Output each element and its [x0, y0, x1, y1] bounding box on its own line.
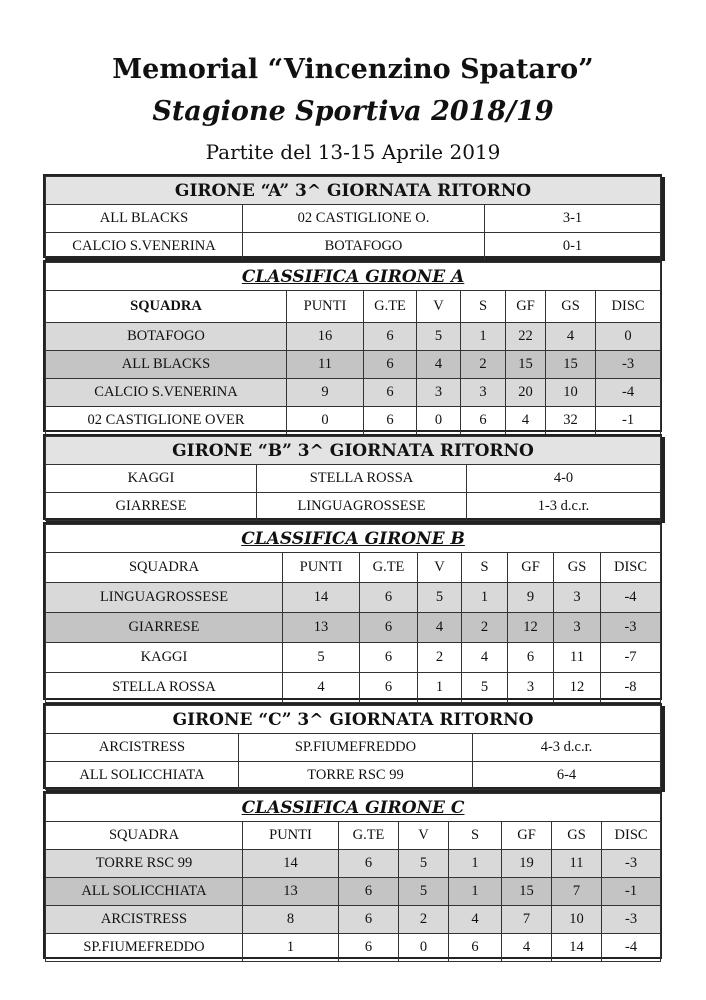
gte-value: 6 [339, 850, 399, 878]
disc-value: -7 [601, 643, 661, 673]
standings-header [46, 553, 661, 583]
table-row [46, 379, 661, 407]
gte-value: 6 [364, 379, 417, 407]
away-team: TORRE RSC 99 [239, 762, 473, 790]
col-punti: PUNTI [243, 822, 339, 850]
v-value: 1 [418, 673, 462, 703]
punti-value: 1 [243, 934, 339, 962]
match-score: 4-3 d.c.r. [473, 734, 661, 762]
disc-value: -1 [602, 878, 661, 906]
girone-b-matches [43, 434, 662, 520]
gte-value: 6 [360, 583, 418, 613]
disc-value: -3 [601, 613, 661, 643]
col-gte: G.TE [364, 291, 417, 323]
punti-value: 11 [287, 351, 364, 379]
gte-value: 6 [364, 351, 417, 379]
match-row [46, 762, 661, 790]
standings-title: CLASSIFICA GIRONE A [46, 263, 661, 291]
col-punti: PUNTI [287, 291, 364, 323]
punti-value: 4 [283, 673, 360, 703]
match-row [46, 493, 661, 521]
s-value: 1 [449, 878, 502, 906]
col-gf: GF [502, 822, 552, 850]
gs-value: 15 [546, 351, 596, 379]
team-name: CALCIO S.VENERINA [46, 379, 287, 407]
col-gs: GS [546, 291, 596, 323]
gte-value: 6 [360, 673, 418, 703]
v-value: 4 [417, 351, 461, 379]
gs-value: 3 [554, 583, 601, 613]
table-row [46, 906, 661, 934]
standings-title: CLASSIFICA GIRONE C [46, 794, 661, 822]
gte-value: 6 [360, 643, 418, 673]
v-value: 2 [399, 906, 449, 934]
v-value: 5 [417, 323, 461, 351]
col-disc: DISC [601, 553, 661, 583]
col-gte: G.TE [339, 822, 399, 850]
away-team: 02 CASTIGLIONE O. [243, 205, 485, 233]
match-row [46, 465, 661, 493]
gs-value: 12 [554, 673, 601, 703]
col-gs: GS [554, 553, 601, 583]
s-value: 3 [461, 379, 506, 407]
gf-value: 6 [508, 643, 554, 673]
home-team: KAGGI [46, 465, 257, 493]
standings-header [46, 822, 661, 850]
girone-a-standings [43, 260, 662, 432]
away-team: STELLA ROSSA [257, 465, 467, 493]
girone-a-banner: GIRONE “A” 3^ GIORNATA RITORNO [46, 177, 661, 205]
col-gf: GF [508, 553, 554, 583]
col-gf: GF [506, 291, 546, 323]
col-squadra: SQUADRA [46, 822, 243, 850]
team-name: BOTAFOGO [46, 323, 287, 351]
match-score: 6-4 [473, 762, 661, 790]
home-team: CALCIO S.VENERINA [46, 233, 243, 261]
gf-value: 19 [502, 850, 552, 878]
team-name: SP.FIUMEFREDDO [46, 934, 243, 962]
season-subtitle: Stagione Sportiva 2018/19 [152, 96, 554, 127]
team-name: ALL SOLICCHIATA [46, 878, 243, 906]
match-dates: Partite del 13-15 Aprile 2019 [205, 140, 501, 164]
v-value: 2 [418, 643, 462, 673]
gf-value: 20 [506, 379, 546, 407]
match-score: 0-1 [485, 233, 661, 261]
gf-value: 4 [502, 934, 552, 962]
punti-value: 14 [283, 583, 360, 613]
s-value: 6 [461, 407, 506, 435]
match-score: 3-1 [485, 205, 661, 233]
v-value: 0 [399, 934, 449, 962]
disc-value: -1 [596, 407, 661, 435]
team-name: ALL BLACKS [46, 351, 287, 379]
col-s: S [461, 291, 506, 323]
table-row [46, 878, 661, 906]
document-title: Memorial “Vincenzino Spataro” [112, 54, 594, 85]
gte-value: 6 [364, 323, 417, 351]
disc-value: -8 [601, 673, 661, 703]
v-value: 5 [399, 878, 449, 906]
match-row [46, 233, 661, 261]
gs-value: 3 [554, 613, 601, 643]
girone-b-standings [43, 522, 662, 700]
gte-value: 6 [339, 878, 399, 906]
team-name: STELLA ROSSA [46, 673, 283, 703]
team-name: LINGUAGROSSESE [46, 583, 283, 613]
gs-value: 4 [546, 323, 596, 351]
match-score: 4-0 [467, 465, 661, 493]
col-s: S [462, 553, 508, 583]
gte-value: 6 [339, 906, 399, 934]
table-row [46, 351, 661, 379]
table-row [46, 850, 661, 878]
away-team: LINGUAGROSSESE [257, 493, 467, 521]
col-disc: DISC [596, 291, 661, 323]
gte-value: 6 [360, 613, 418, 643]
col-gs: GS [552, 822, 602, 850]
disc-value: -3 [596, 351, 661, 379]
s-value: 1 [462, 583, 508, 613]
col-v: V [399, 822, 449, 850]
girone-b-banner: GIRONE “B” 3^ GIORNATA RITORNO [46, 437, 661, 465]
s-value: 5 [462, 673, 508, 703]
gf-value: 3 [508, 673, 554, 703]
gf-value: 7 [502, 906, 552, 934]
gs-value: 10 [546, 379, 596, 407]
team-name: TORRE RSC 99 [46, 850, 243, 878]
table-row [46, 934, 661, 962]
s-value: 1 [449, 850, 502, 878]
table-row [46, 583, 661, 613]
gf-value: 12 [508, 613, 554, 643]
table-row [46, 323, 661, 351]
s-value: 4 [462, 643, 508, 673]
col-gte: G.TE [360, 553, 418, 583]
punti-value: 13 [283, 613, 360, 643]
table-row [46, 643, 661, 673]
col-punti: PUNTI [283, 553, 360, 583]
col-v: V [417, 291, 461, 323]
girone-c-standings [43, 791, 662, 959]
s-value: 6 [449, 934, 502, 962]
home-team: ALL SOLICCHIATA [46, 762, 239, 790]
v-value: 0 [417, 407, 461, 435]
v-value: 4 [418, 613, 462, 643]
gs-value: 11 [554, 643, 601, 673]
match-score: 1-3 d.c.r. [467, 493, 661, 521]
home-team: GIARRESE [46, 493, 257, 521]
disc-value: -3 [602, 850, 661, 878]
gs-value: 11 [552, 850, 602, 878]
col-squadra: SQUADRA [46, 291, 287, 323]
v-value: 5 [399, 850, 449, 878]
disc-value: 0 [596, 323, 661, 351]
team-name: 02 CASTIGLIONE OVER [46, 407, 287, 435]
match-row [46, 734, 661, 762]
punti-value: 13 [243, 878, 339, 906]
v-value: 3 [417, 379, 461, 407]
team-name: KAGGI [46, 643, 283, 673]
away-team: BOTAFOGO [243, 233, 485, 261]
away-team: SP.FIUMEFREDDO [239, 734, 473, 762]
s-value: 2 [461, 351, 506, 379]
disc-value: -3 [602, 906, 661, 934]
gf-value: 15 [506, 351, 546, 379]
col-v: V [418, 553, 462, 583]
gs-value: 7 [552, 878, 602, 906]
punti-value: 9 [287, 379, 364, 407]
standings-header [46, 291, 661, 323]
match-row [46, 205, 661, 233]
team-name: GIARRESE [46, 613, 283, 643]
punti-value: 5 [283, 643, 360, 673]
disc-value: -4 [601, 583, 661, 613]
col-s: S [449, 822, 502, 850]
gs-value: 14 [552, 934, 602, 962]
gs-value: 32 [546, 407, 596, 435]
gf-value: 22 [506, 323, 546, 351]
home-team: ARCISTRESS [46, 734, 239, 762]
disc-value: -4 [602, 934, 661, 962]
girone-a-matches [43, 174, 662, 258]
table-row [46, 613, 661, 643]
s-value: 1 [461, 323, 506, 351]
girone-c-matches [43, 703, 662, 789]
standings-title: CLASSIFICA GIRONE B [46, 525, 661, 553]
punti-value: 16 [287, 323, 364, 351]
girone-c-banner: GIRONE “C” 3^ GIORNATA RITORNO [46, 706, 661, 734]
gte-value: 6 [339, 934, 399, 962]
s-value: 2 [462, 613, 508, 643]
v-value: 5 [418, 583, 462, 613]
punti-value: 8 [243, 906, 339, 934]
col-squadra: SQUADRA [46, 553, 283, 583]
gf-value: 9 [508, 583, 554, 613]
home-team: ALL BLACKS [46, 205, 243, 233]
team-name: ARCISTRESS [46, 906, 243, 934]
table-row [46, 407, 661, 435]
gs-value: 10 [552, 906, 602, 934]
gf-value: 4 [506, 407, 546, 435]
punti-value: 0 [287, 407, 364, 435]
disc-value: -4 [596, 379, 661, 407]
punti-value: 14 [243, 850, 339, 878]
table-row [46, 673, 661, 703]
s-value: 4 [449, 906, 502, 934]
col-disc: DISC [602, 822, 661, 850]
gf-value: 15 [502, 878, 552, 906]
gte-value: 6 [364, 407, 417, 435]
